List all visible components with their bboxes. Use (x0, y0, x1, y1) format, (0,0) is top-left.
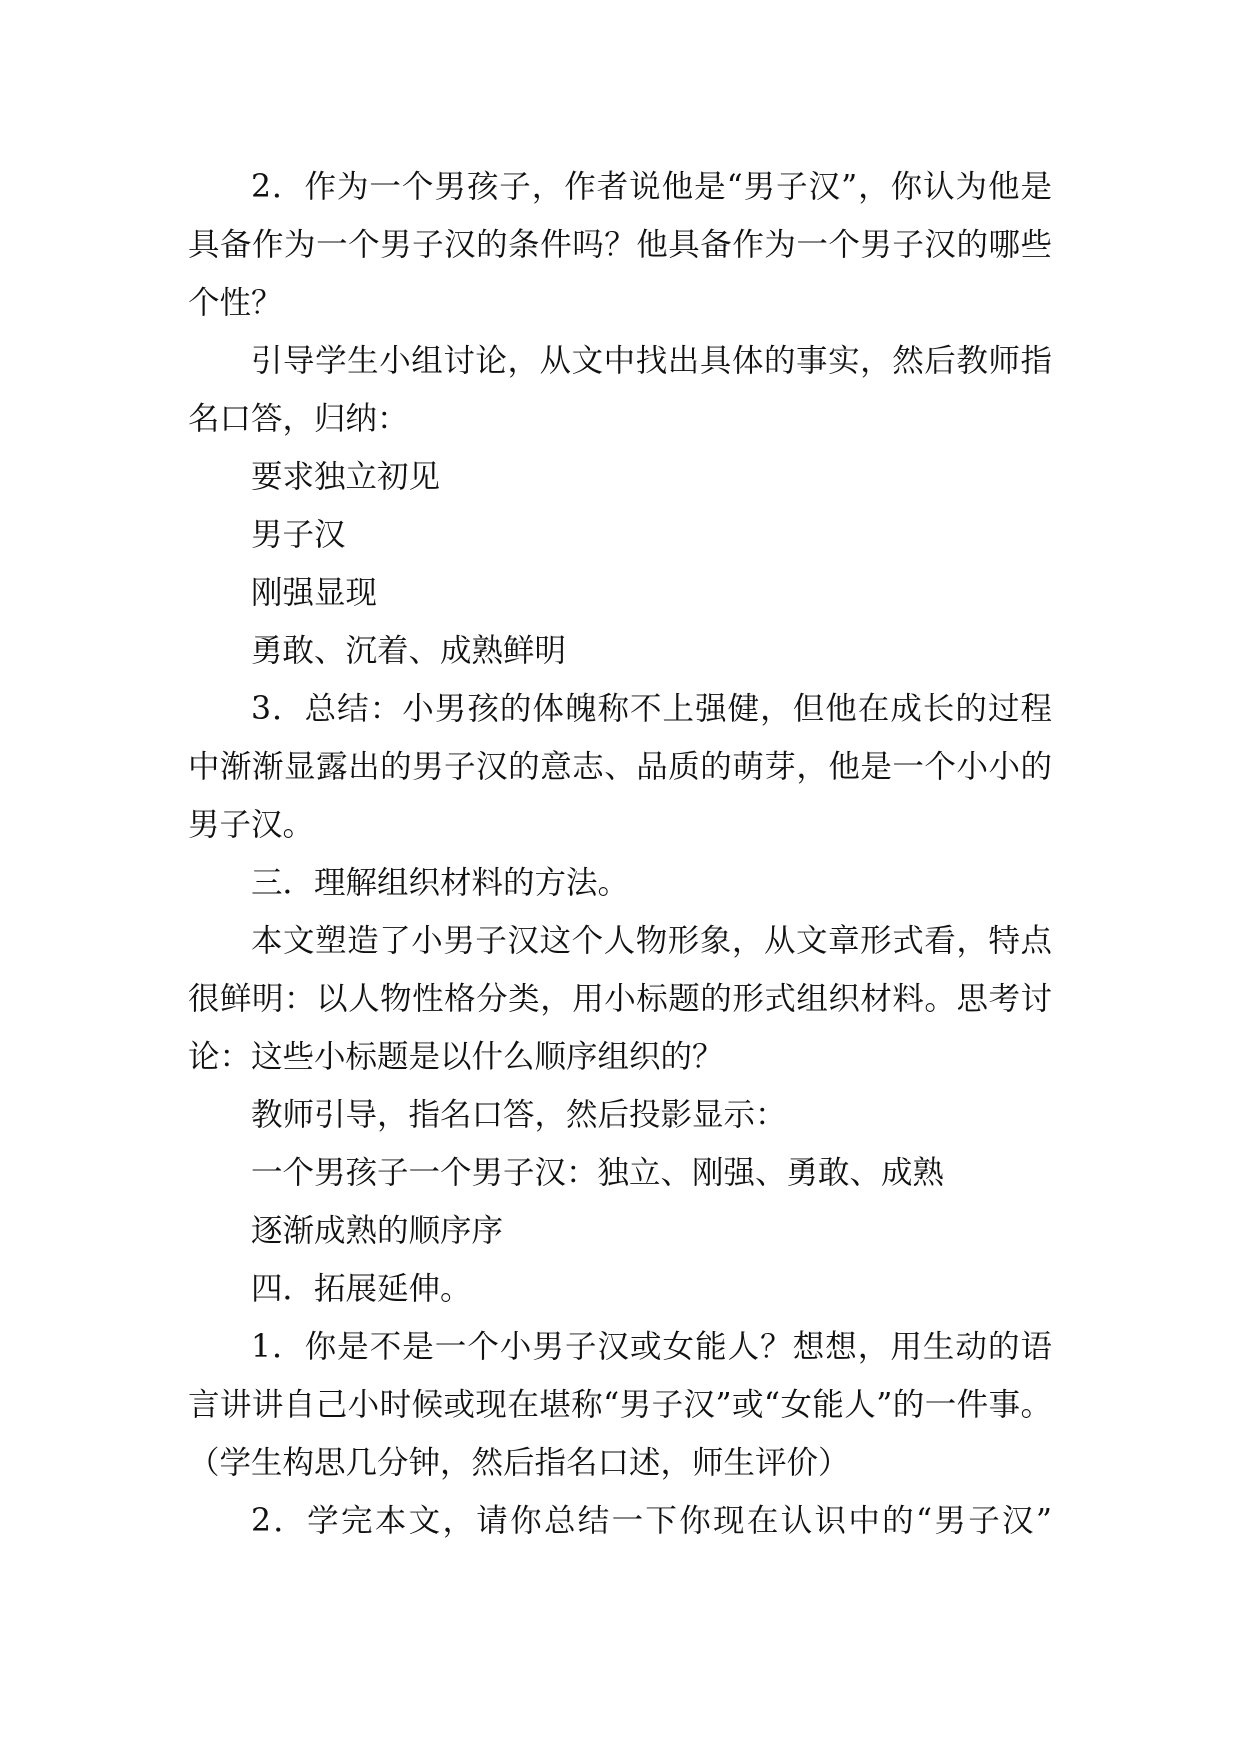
paragraph: 一个男孩子一个男子汉：独立、刚强、勇敢、成熟 (251, 1155, 945, 1191)
paragraph: 本文塑造了小男子汉这个人物形象，从文章形式看，特点很鲜明：以人物性格分类，用小标题的形式组织材料。思考讨论：这些小标题是以什么顺序组织的？ (188, 923, 1052, 1075)
paragraph: 勇敢、沉着、成熟鲜明 (251, 633, 567, 669)
paragraph: 1．你是不是一个小男子汉或女能人？想想，用生动的语言讲讲自己小时候或现在堪称“男子汉”或“女能人”的一件事。（学生构思几分钟，然后指名口述，师生评价） (188, 1329, 1052, 1481)
paragraph: 三．理解组织材料的方法。 (251, 865, 630, 901)
paragraph: 引导学生小组讨论，从文中找出具体的事实，然后教师指名口答，归纳： (188, 343, 1052, 437)
paragraph: 2．学完本文，请你总结一下你现在认识中的“男子汉” (251, 1503, 1052, 1539)
paragraph: 四．拓展延伸。 (251, 1271, 472, 1307)
paragraph: 2．作为一个男孩子，作者说他是“男子汉”，你认为他是具备作为一个男子汉的条件吗？他具备作为一个男子汉的哪些个性？ (188, 169, 1052, 321)
document-page (188, 158, 1052, 1550)
paragraph: 逐渐成熟的顺序序 (251, 1213, 504, 1249)
paragraph: 刚强显现 (251, 575, 378, 611)
paragraph: 要求独立初见 (251, 459, 441, 495)
paragraph: 教师引导，指名口答，然后投影显示： (251, 1097, 787, 1133)
paragraph: 3．总结：小男孩的体魄称不上强健，但他在成长的过程中渐渐显露出的男子汉的意志、品质的萌芽，他是一个小小的男子汉。 (188, 691, 1052, 843)
paragraph: 男子汉 (251, 517, 346, 553)
